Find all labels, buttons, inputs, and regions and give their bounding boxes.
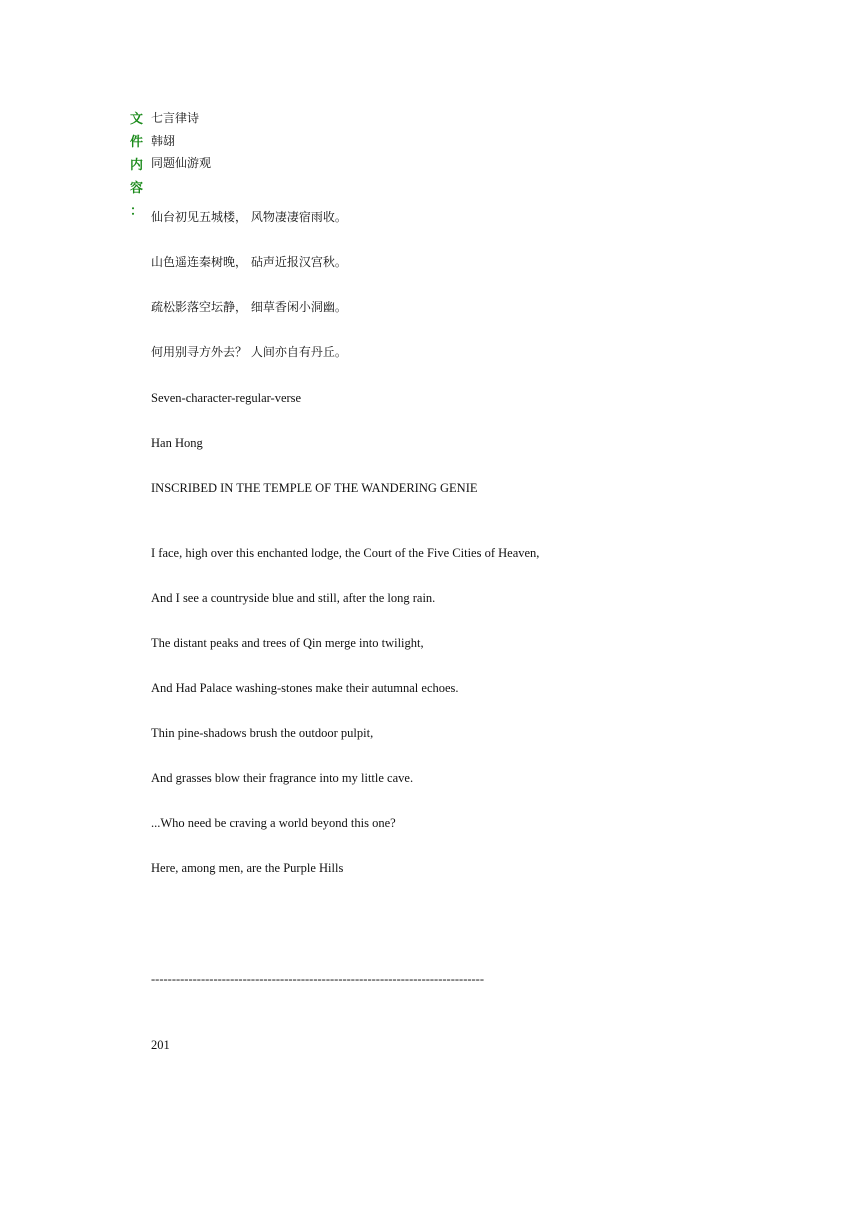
- poem-form-english: Seven-character-regular-verse: [151, 391, 302, 405]
- poem-title-english: INSCRIBED IN THE TEMPLE OF THE WANDERING GENIE: [151, 481, 478, 495]
- label-char: 内: [130, 158, 144, 173]
- label-char: 件: [130, 135, 144, 150]
- label-char: 文: [130, 112, 144, 127]
- english-verse-line: I face, high over this enchanted lodge, the Court of the Five Cities of Heaven,: [151, 546, 540, 560]
- chinese-verse-line: 山色遥连秦树晚， 砧声近报汉宫秋。: [151, 255, 347, 269]
- document-label: [130, 108, 146, 223]
- english-verse-line: Thin pine-shadows brush the outdoor pulpit,: [151, 726, 374, 740]
- chinese-verse-line: 何用别寻方外去？ 人间亦自有丹丘。: [151, 345, 347, 359]
- poem-author-english: Han Hong: [151, 436, 203, 450]
- english-verse-line: And grasses blow their fragrance into my little cave.: [151, 771, 414, 785]
- separator-line: --------------------------------------------------------------------------------: [151, 972, 485, 986]
- poem-form-chinese: 七言律诗: [151, 111, 200, 125]
- chinese-verse-line: 仙台初见五城楼， 风物凄凄宿雨收。: [151, 210, 347, 224]
- english-verse-line: ...Who need be craving a world beyond this one?: [151, 816, 396, 830]
- poem-title-chinese: 同题仙游观: [151, 156, 212, 170]
- label-char: ：: [130, 204, 144, 219]
- label-char: 容: [130, 181, 144, 196]
- english-verse-line: Here, among men, are the Purple Hills: [151, 861, 344, 875]
- poem-author-chinese: 韩翃: [151, 134, 176, 148]
- english-verse-line: And Had Palace washing-stones make their autumnal echoes.: [151, 681, 459, 695]
- page-number: 201: [151, 1038, 170, 1052]
- english-verse-line: The distant peaks and trees of Qin merge into twilight,: [151, 636, 424, 650]
- english-verse-line: And I see a countryside blue and still, after the long rain.: [151, 591, 436, 605]
- chinese-verse-line: 疏松影落空坛静， 细草香闲小洞幽。: [151, 300, 347, 314]
